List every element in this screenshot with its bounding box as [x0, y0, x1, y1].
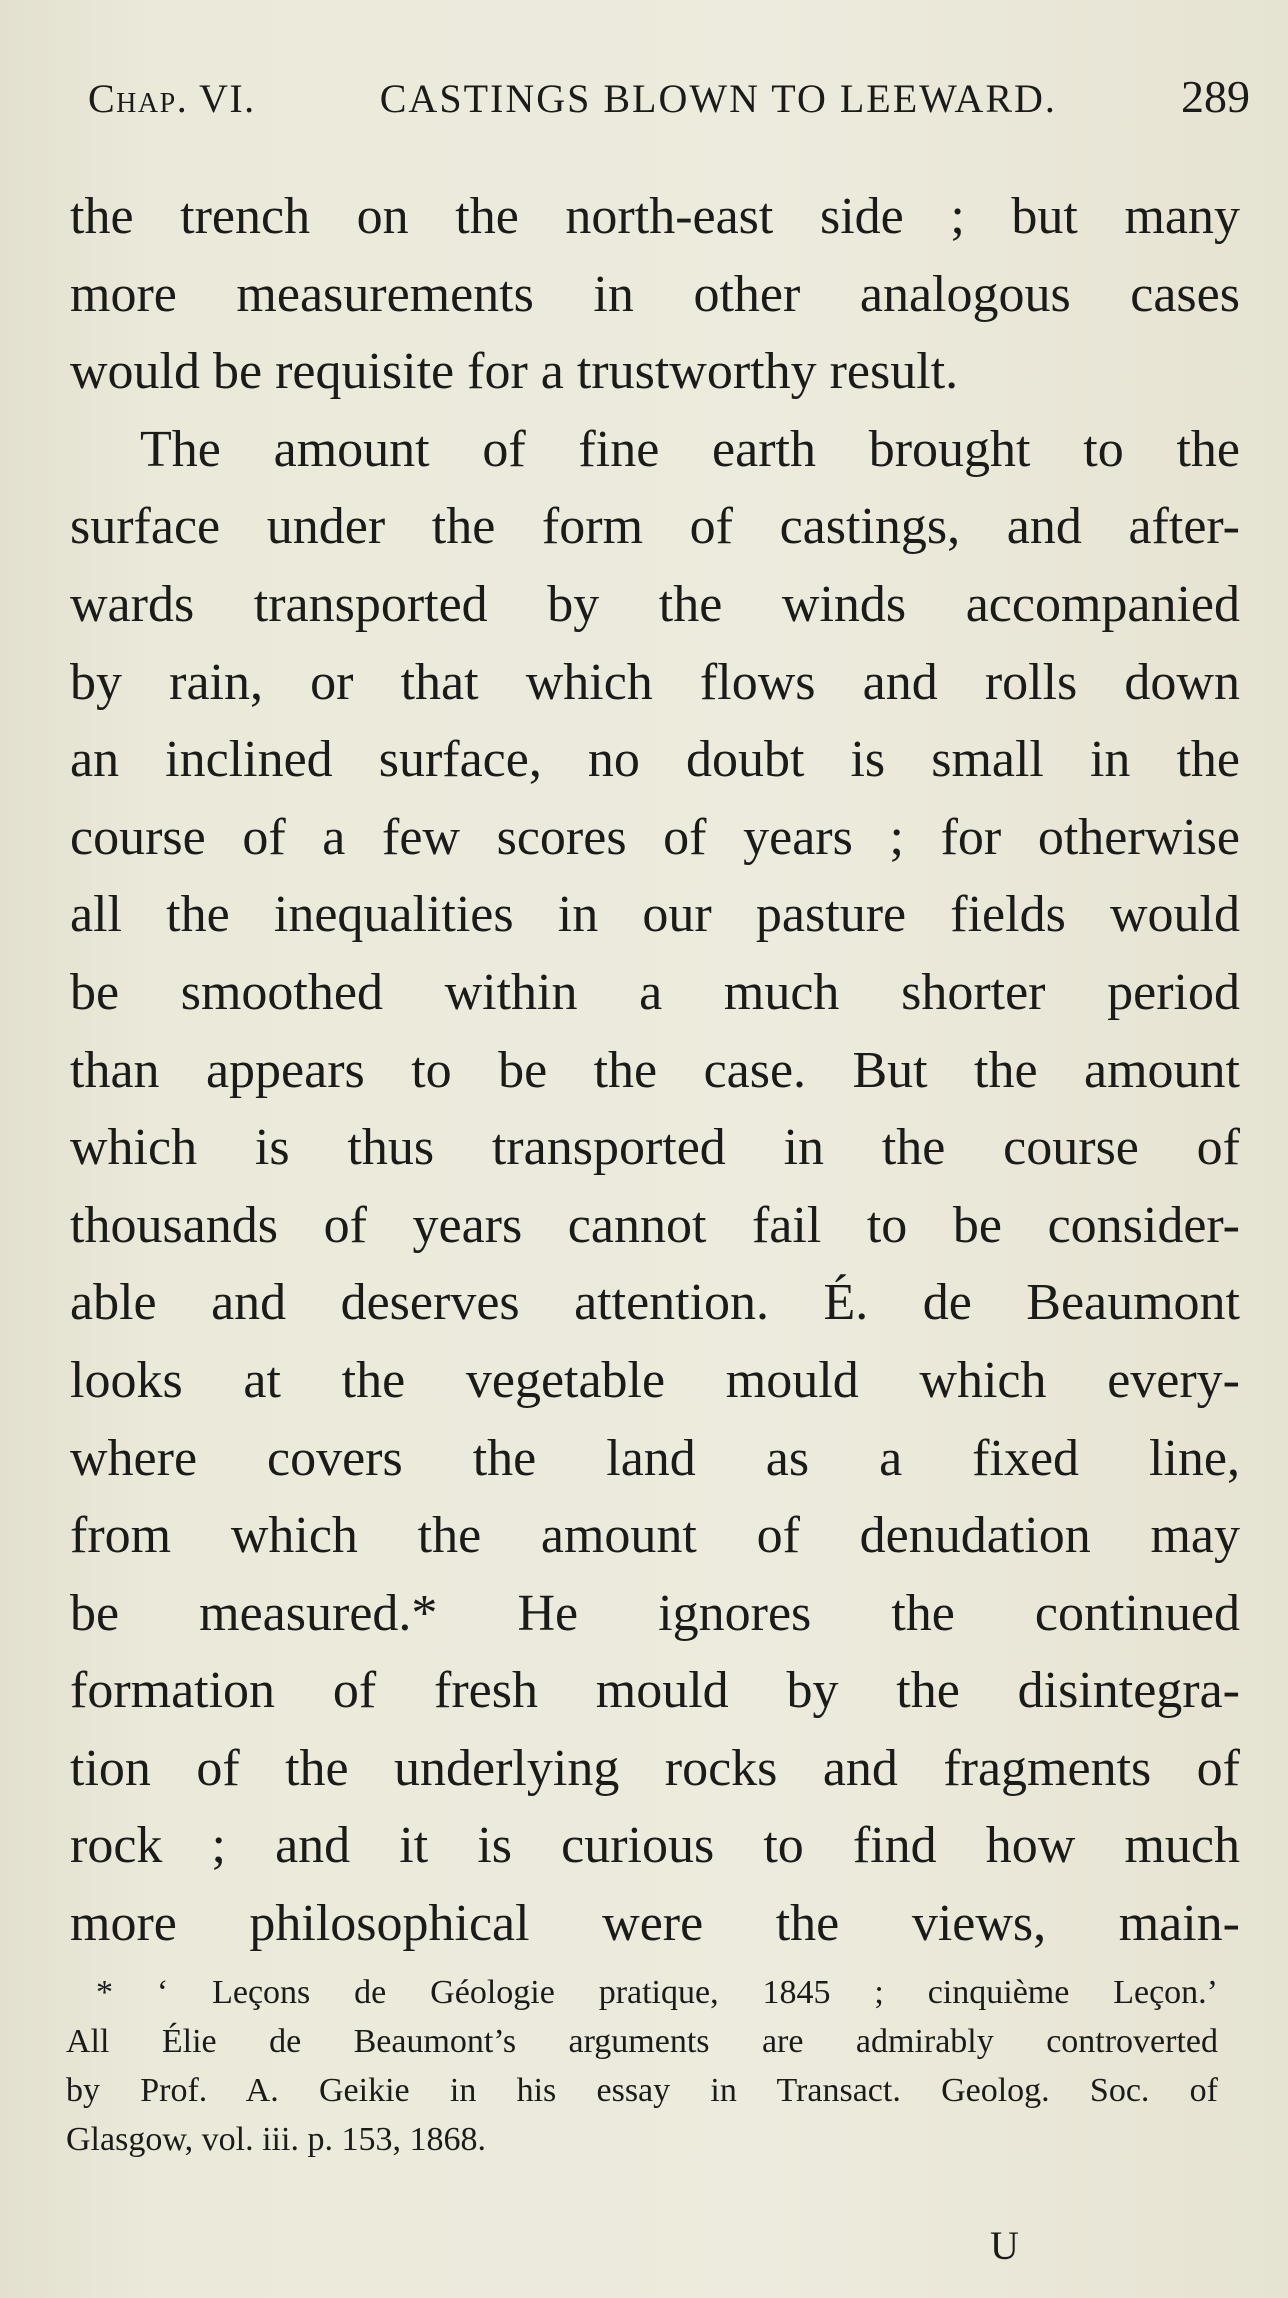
text-line: more philosophical were the views, main-: [70, 1895, 1240, 1953]
text-line: surface under the form of castings, and after-: [70, 498, 1240, 556]
footnote-line: Glasgow, vol. iii. p. 153, 1868.: [66, 2121, 486, 2158]
footnote: [66, 1968, 1218, 2164]
text-line: able and deserves attention. É. de Beaumont: [70, 1274, 1240, 1332]
text-line: where covers the land as a fixed line,: [70, 1429, 1240, 1487]
text-line: by rain, or that which flows and rolls down: [70, 653, 1240, 711]
running-header: [88, 70, 1250, 123]
footnote-line: by Prof. A. Geikie in his essay in Transact. Geolog. Soc. of: [66, 2072, 1218, 2109]
body-text: [70, 178, 1240, 1963]
text-line: be measured.* He ignores the continued: [70, 1584, 1240, 1642]
text-line: all the inequalities in our pasture fields would: [70, 886, 1240, 944]
text-line: be smoothed within a much shorter period: [70, 963, 1240, 1021]
text-line: the trench on the north-east side ; but many: [70, 188, 1240, 245]
text-line: more measurements in other analogous cases: [70, 265, 1240, 323]
page-number: 289: [1181, 71, 1250, 122]
text-line: The amount of fine earth brought to the: [140, 420, 1240, 478]
text-line: rock ; and it is curious to find how much: [70, 1817, 1240, 1875]
running-title: CASTINGS BLOWN TO LEEWARD.: [379, 76, 1057, 121]
text-line: which is thus transported in the course of: [70, 1119, 1240, 1177]
footnote-line: All Élie de Beaumont’s arguments are admirably controverted: [66, 2023, 1218, 2060]
text-line: course of a few scores of years ; for otherwise: [70, 808, 1240, 866]
text-line: thousands of years cannot fail to be consider-: [70, 1196, 1240, 1254]
text-line: than appears to be the case. But the amount: [70, 1041, 1240, 1099]
chapter-label: Chap. VI.: [88, 76, 256, 121]
footnote-line: * ‘ Leçons de Géologie pratique, 1845 ; cinquième Leçon.’: [96, 1974, 1218, 2011]
signature-mark: U: [990, 2223, 1021, 2268]
text-line: tion of the underlying rocks and fragments of: [70, 1739, 1240, 1797]
text-line: looks at the vegetable mould which every-: [70, 1351, 1240, 1409]
text-line: would be requisite for a trustworthy result.: [70, 343, 959, 401]
text-line: formation of fresh mould by the disintegra-: [70, 1662, 1240, 1720]
text-line: an inclined surface, no doubt is small in the: [70, 731, 1240, 789]
text-line: wards transported by the winds accompanied: [70, 575, 1240, 633]
text-line: from which the amount of denudation may: [70, 1507, 1240, 1565]
